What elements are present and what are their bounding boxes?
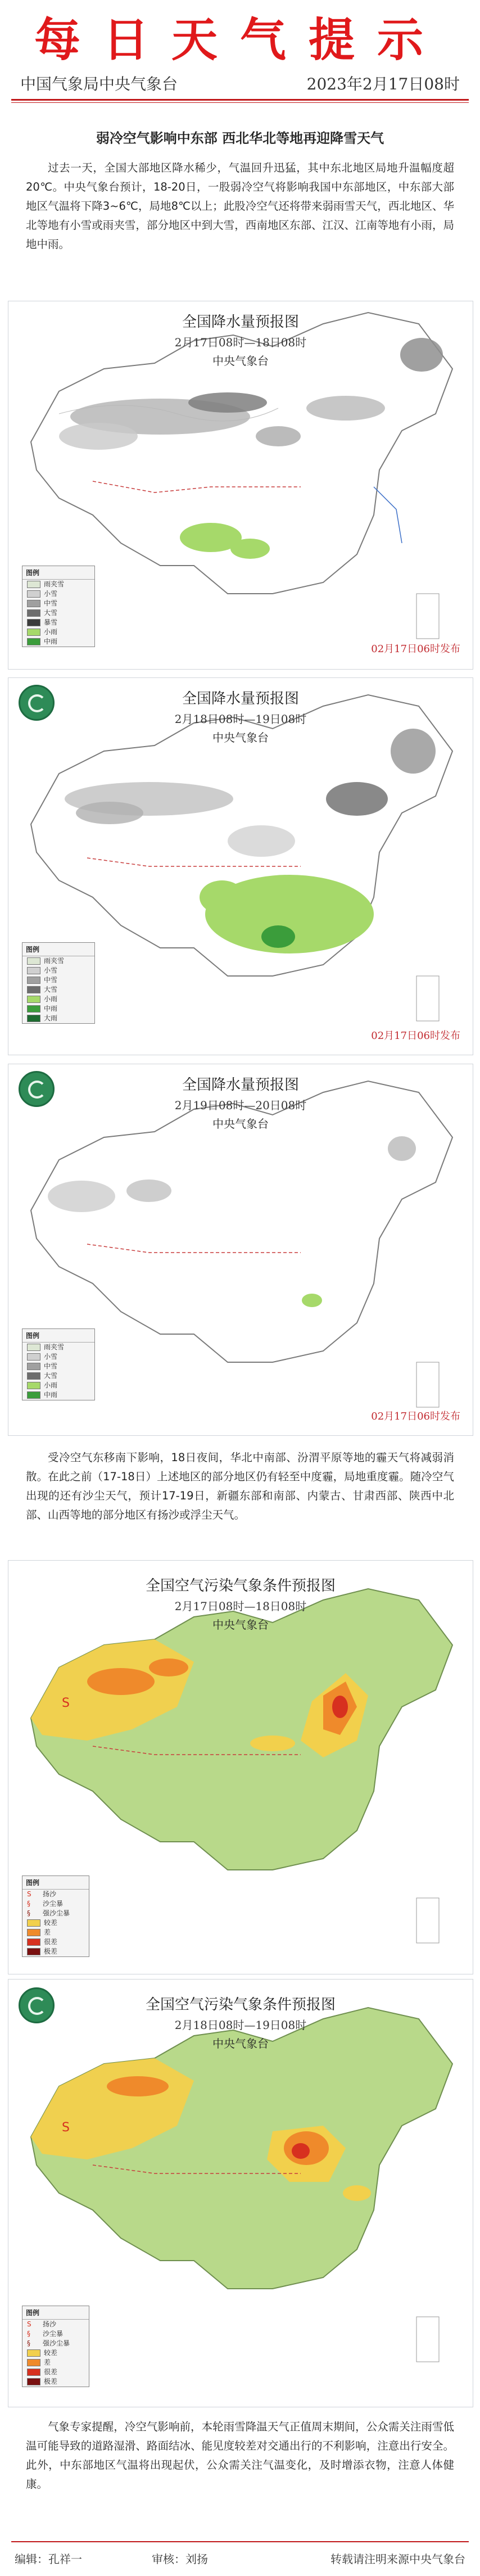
paragraph-haze	[26, 1448, 454, 1525]
air-legend-2	[22, 2306, 89, 2387]
legend-item: 较差	[22, 2348, 89, 2358]
legend-item: 小雨	[22, 995, 94, 1004]
precip-map-2	[8, 677, 473, 1055]
editor-credit: 编辑：孔祥一	[15, 2552, 82, 2566]
legend-item: § 强沙尘暴	[27, 2339, 70, 2347]
legend-title: 图例	[22, 1876, 89, 1890]
legend-item: 雨夹雪	[22, 956, 94, 966]
reprint-note: 转载请注明来源中央气象台	[330, 2552, 465, 2566]
map-period: 2月19日08时—20日08时	[174, 1099, 307, 1112]
divider-bottom	[11, 2541, 469, 2542]
legend-item: 小雨	[22, 1381, 94, 1390]
legend-item: 暴雪	[22, 618, 94, 627]
legend-item: 大雪	[22, 1371, 94, 1381]
precip-map-3	[8, 1064, 473, 1436]
legend-item: 较差	[22, 1918, 89, 1928]
map-source: 中央气象台	[212, 1117, 269, 1131]
headline: 弱冷空气影响中东部 西北华北等地再迎降雪天气	[96, 130, 384, 146]
legend-item: 大雪	[22, 608, 94, 618]
page-title: 每日天气提示	[34, 13, 446, 67]
paragraph-haze-text: 受冷空气东移南下影响，18日夜间，华北中南部、汾渭平原等地的霾天气将减弱消散。在此之前（17-18日）上述地区的部分地区仍有轻至中度霾，局地重度霾。随冷空气出现的还有沙尘天气，预计17-19日，新疆东部和南部、内蒙古、甘肃西部、陕西中北部、山西等地的部分地区有扬沙或浮尘天气。	[26, 1451, 454, 1521]
legend-title: 图例	[22, 566, 94, 580]
legend-item: S 扬沙	[27, 2320, 57, 2328]
svg-text:S: S	[62, 2121, 70, 2135]
legend-item: § 沙尘暴	[27, 2330, 64, 2338]
legend-item: 小雪	[22, 1352, 94, 1362]
legend-title: 图例	[22, 943, 94, 956]
issue-stamp: 02月17日06时发布	[371, 1411, 460, 1422]
map-source: 中央气象台	[212, 2037, 269, 2050]
precip-legend-2	[22, 942, 95, 1024]
legend-item: 很差	[22, 2367, 89, 2377]
legend-item: 极差	[22, 1947, 89, 1956]
map-title: 全国降水量预报图	[182, 314, 299, 331]
legend-item: 小雪	[22, 589, 94, 599]
legend-item: 很差	[22, 1937, 89, 1947]
air-map-1	[8, 1560, 473, 1974]
legend-item: 中雨	[22, 1390, 94, 1400]
footer	[11, 2547, 469, 2569]
paragraph-intro-text: 过去一天，全国大部地区降水稀少，气温回升迅猛，其中东北地区局地升温幅度超20℃。中央气象台预计，18-20日，一股弱冷空气将影响我国中东部地区，中东部大部地区气温将下降3~6℃，局地8℃以上；此股冷空气还将带来弱雨雪天气，西北地区、华北等地有小雪或雨夹雪，部分地区中到大雪，西南地区东部、江汉、江南等地有小雨，局地中雨。	[26, 161, 454, 251]
paragraph-intro	[26, 159, 454, 254]
map-period: 2月17日08时—18日08时	[174, 336, 307, 349]
legend-item: 小雪	[22, 966, 94, 975]
issue-stamp: 02月17日06时发布	[371, 643, 460, 655]
precip-map-1	[8, 301, 473, 670]
issue-stamp: 02月17日06时发布	[371, 1030, 460, 1042]
map-period: 2月18日08时—19日08时	[174, 712, 307, 726]
legend-item: 大雪	[22, 985, 94, 995]
map-period: 2月18日08时—19日08时	[174, 2018, 307, 2032]
legend-item: 中雨	[22, 1004, 94, 1014]
reviewer-credit: 审核：刘扬	[152, 2552, 208, 2566]
map-source: 中央气象台	[212, 1618, 269, 1632]
subtitle-row	[20, 72, 460, 94]
divider-top	[11, 99, 469, 101]
precip-legend-3	[22, 1328, 95, 1400]
map-title: 全国空气污染气象条件预报图	[145, 1578, 336, 1594]
map-source: 中央气象台	[212, 731, 269, 744]
legend-item: 差	[22, 2358, 89, 2367]
svg-text:S: S	[62, 1696, 70, 1710]
air-map-2	[8, 1979, 473, 2407]
legend-item: 极差	[22, 2377, 89, 2387]
agency-label: 中国气象局中央气象台	[20, 75, 178, 93]
map-source: 中央气象台	[212, 354, 269, 368]
divider-top-thin	[11, 102, 469, 103]
legend-item: 雨夹雪	[22, 1343, 94, 1352]
legend-title: 图例	[22, 2306, 89, 2320]
precip-legend-1	[22, 566, 95, 647]
paragraph-advice	[26, 2417, 454, 2494]
legend-title: 图例	[22, 1329, 94, 1343]
paragraph-advice-text: 气象专家提醒，冷空气影响前，本轮雨雪降温天气正值周末期间，公众需关注雨雪低温可能导致的道路湿滑、路面结冰、能见度较差对交通出行的不利影响，注意出行安全。此外，中东部地区气温将出现起伏，公众需关注气温变化，及时增添衣物，注意人体健康。	[26, 2420, 454, 2491]
issue-date: 2023年2月17日08时	[306, 75, 460, 93]
legend-item: 雨夹雪	[22, 580, 94, 589]
legend-item: S 扬沙	[27, 1890, 57, 1898]
map-title: 全国降水量预报图	[182, 690, 299, 707]
legend-item: 大雨	[22, 1014, 94, 1023]
map-title: 全国降水量预报图	[182, 1077, 299, 1093]
map-period: 2月17日08时—18日08时	[174, 1599, 307, 1613]
map-title: 全国空气污染气象条件预报图	[145, 1996, 336, 2013]
air-legend-1	[22, 1875, 89, 1957]
legend-item: 中雨	[22, 637, 94, 647]
title-bar	[0, 0, 480, 67]
legend-item: 小雨	[22, 627, 94, 637]
legend-item: 中雪	[22, 1362, 94, 1371]
legend-item: 差	[22, 1928, 89, 1937]
legend-item: § 强沙尘暴	[27, 1909, 70, 1917]
legend-item: 中雪	[22, 599, 94, 608]
legend-item: § 沙尘暴	[27, 1900, 64, 1908]
legend-item: 中雪	[22, 975, 94, 985]
